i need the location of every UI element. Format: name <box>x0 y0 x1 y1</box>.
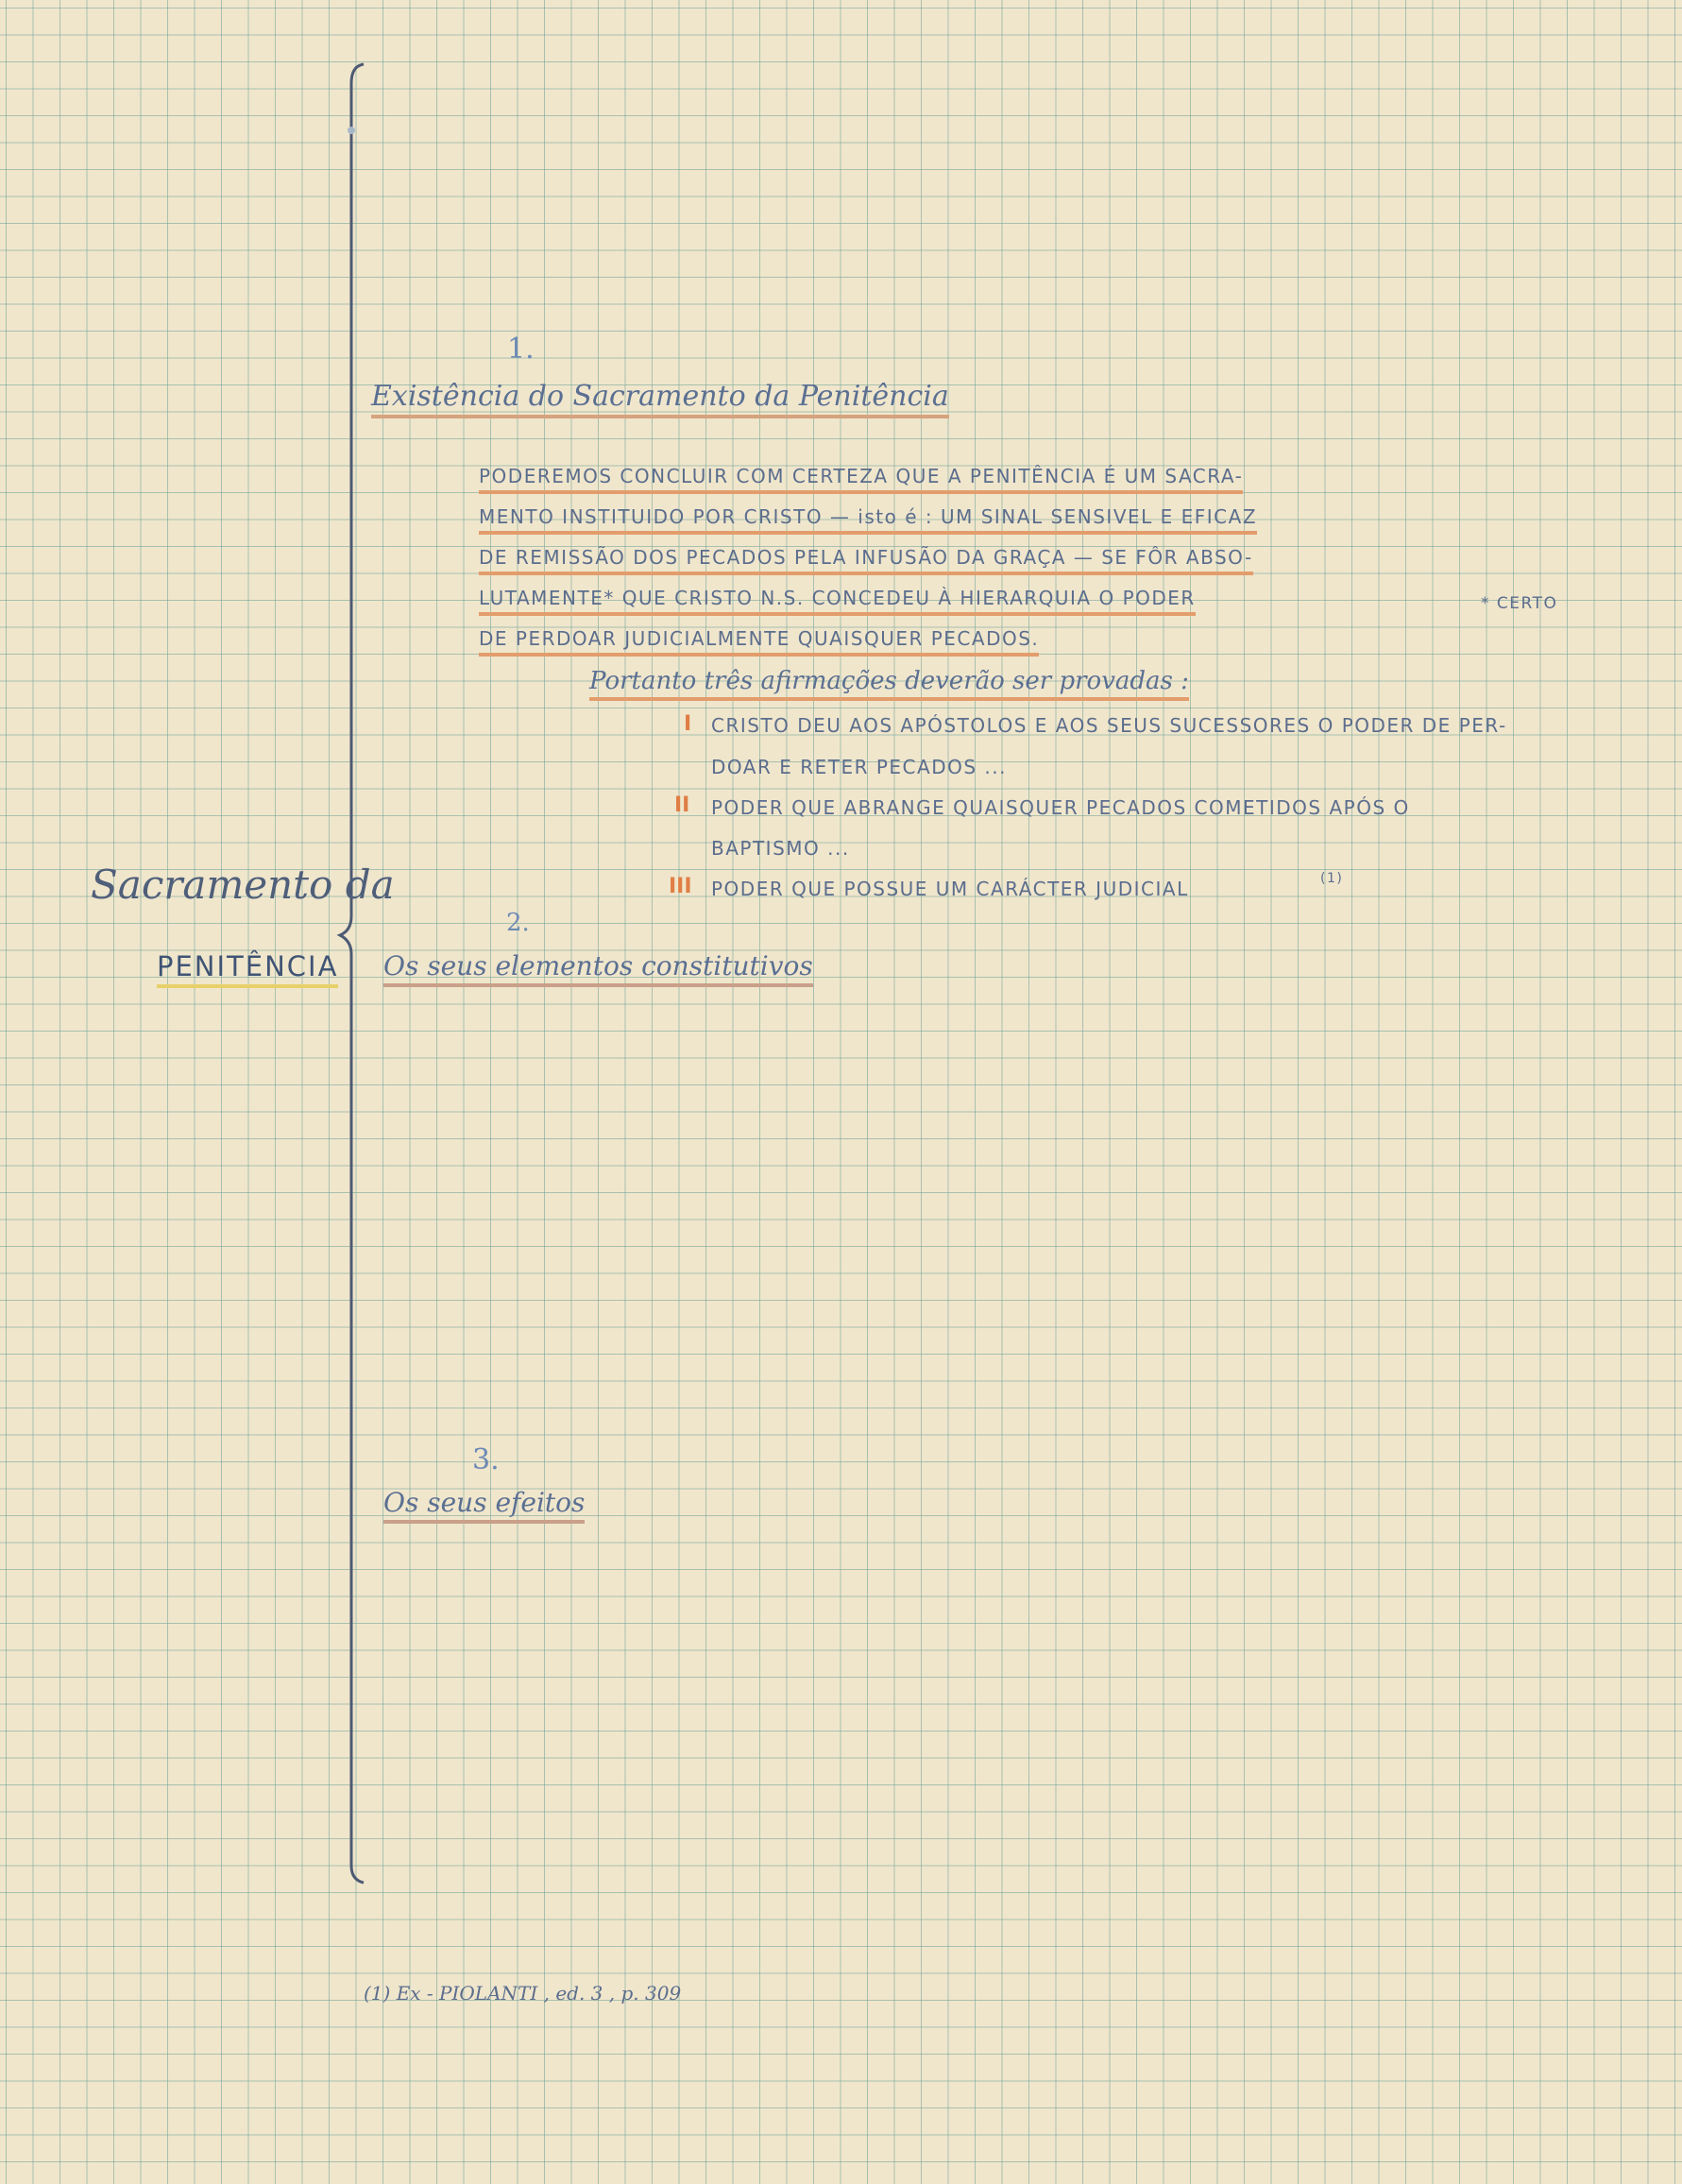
document-title-line2: PENITÊNCIA <box>157 950 338 988</box>
section-2-heading: Os seus elementos constitutivos <box>383 950 813 987</box>
roman-numeral-2: II <box>674 793 690 817</box>
paragraph-line-3: DE REMISSÃO DOS PECADOS PELA INFUSÃO DA GRAÇA — SE FÔR ABSO- <box>479 546 1253 575</box>
affirmation-2-line2: BAPTISMO ... <box>711 837 850 860</box>
paragraph-line-4: LUTAMENTE* QUE CRISTO N.S. CONCEDEU À HIERARQUIA O PODER <box>479 587 1196 616</box>
affirmation-2-line1: PODER QUE ABRANGE QUAISQUER PECADOS COMETIDOS APÓS O <box>711 796 1410 819</box>
footnote-marker: (1) <box>1320 871 1344 886</box>
roman-numeral-3: III <box>669 875 692 898</box>
section-2-number: 2. <box>506 909 530 937</box>
paragraph-line-2: MENTO INSTITUIDO POR CRISTO — isto é : UM SINAL SENSIVEL E EFICAZ <box>479 505 1257 535</box>
section-3-number: 3. <box>472 1443 500 1476</box>
roman-numeral-1: I <box>684 712 692 736</box>
paragraph-line-1: PODEREMOS CONCLUIR COM CERTEZA QUE A PENITÊNCIA É UM SACRA- <box>479 465 1243 494</box>
paragraph-line-5: DE PERDOAR JUDICIALMENTE QUAISQUER PECADOS. <box>479 627 1039 657</box>
affirmations-intro: Portanto três afirmações deverão ser provadas : <box>589 667 1189 701</box>
document-title-line1: Sacramento da <box>91 862 395 908</box>
affirmation-1-line1: CRISTO DEU AOS APÓSTOLOS E AOS SEUS SUCESSORES O PODER DE PER- <box>711 714 1507 737</box>
section-1-heading: Existência do Sacramento da Penitência <box>371 380 949 418</box>
section-3-heading: Os seus efeitos <box>383 1487 585 1524</box>
margin-note: * CERTO <box>1481 594 1558 613</box>
footnote: (1) Ex - PIOLANTI , ed. 3 , p. 309 <box>364 1982 682 2005</box>
affirmation-3-line1: PODER QUE POSSUE UM CARÁCTER JUDICIAL <box>711 878 1189 900</box>
section-1-number: 1. <box>507 333 535 366</box>
affirmation-1-line2: DOAR E RETER PECADOS ... <box>711 756 1007 778</box>
